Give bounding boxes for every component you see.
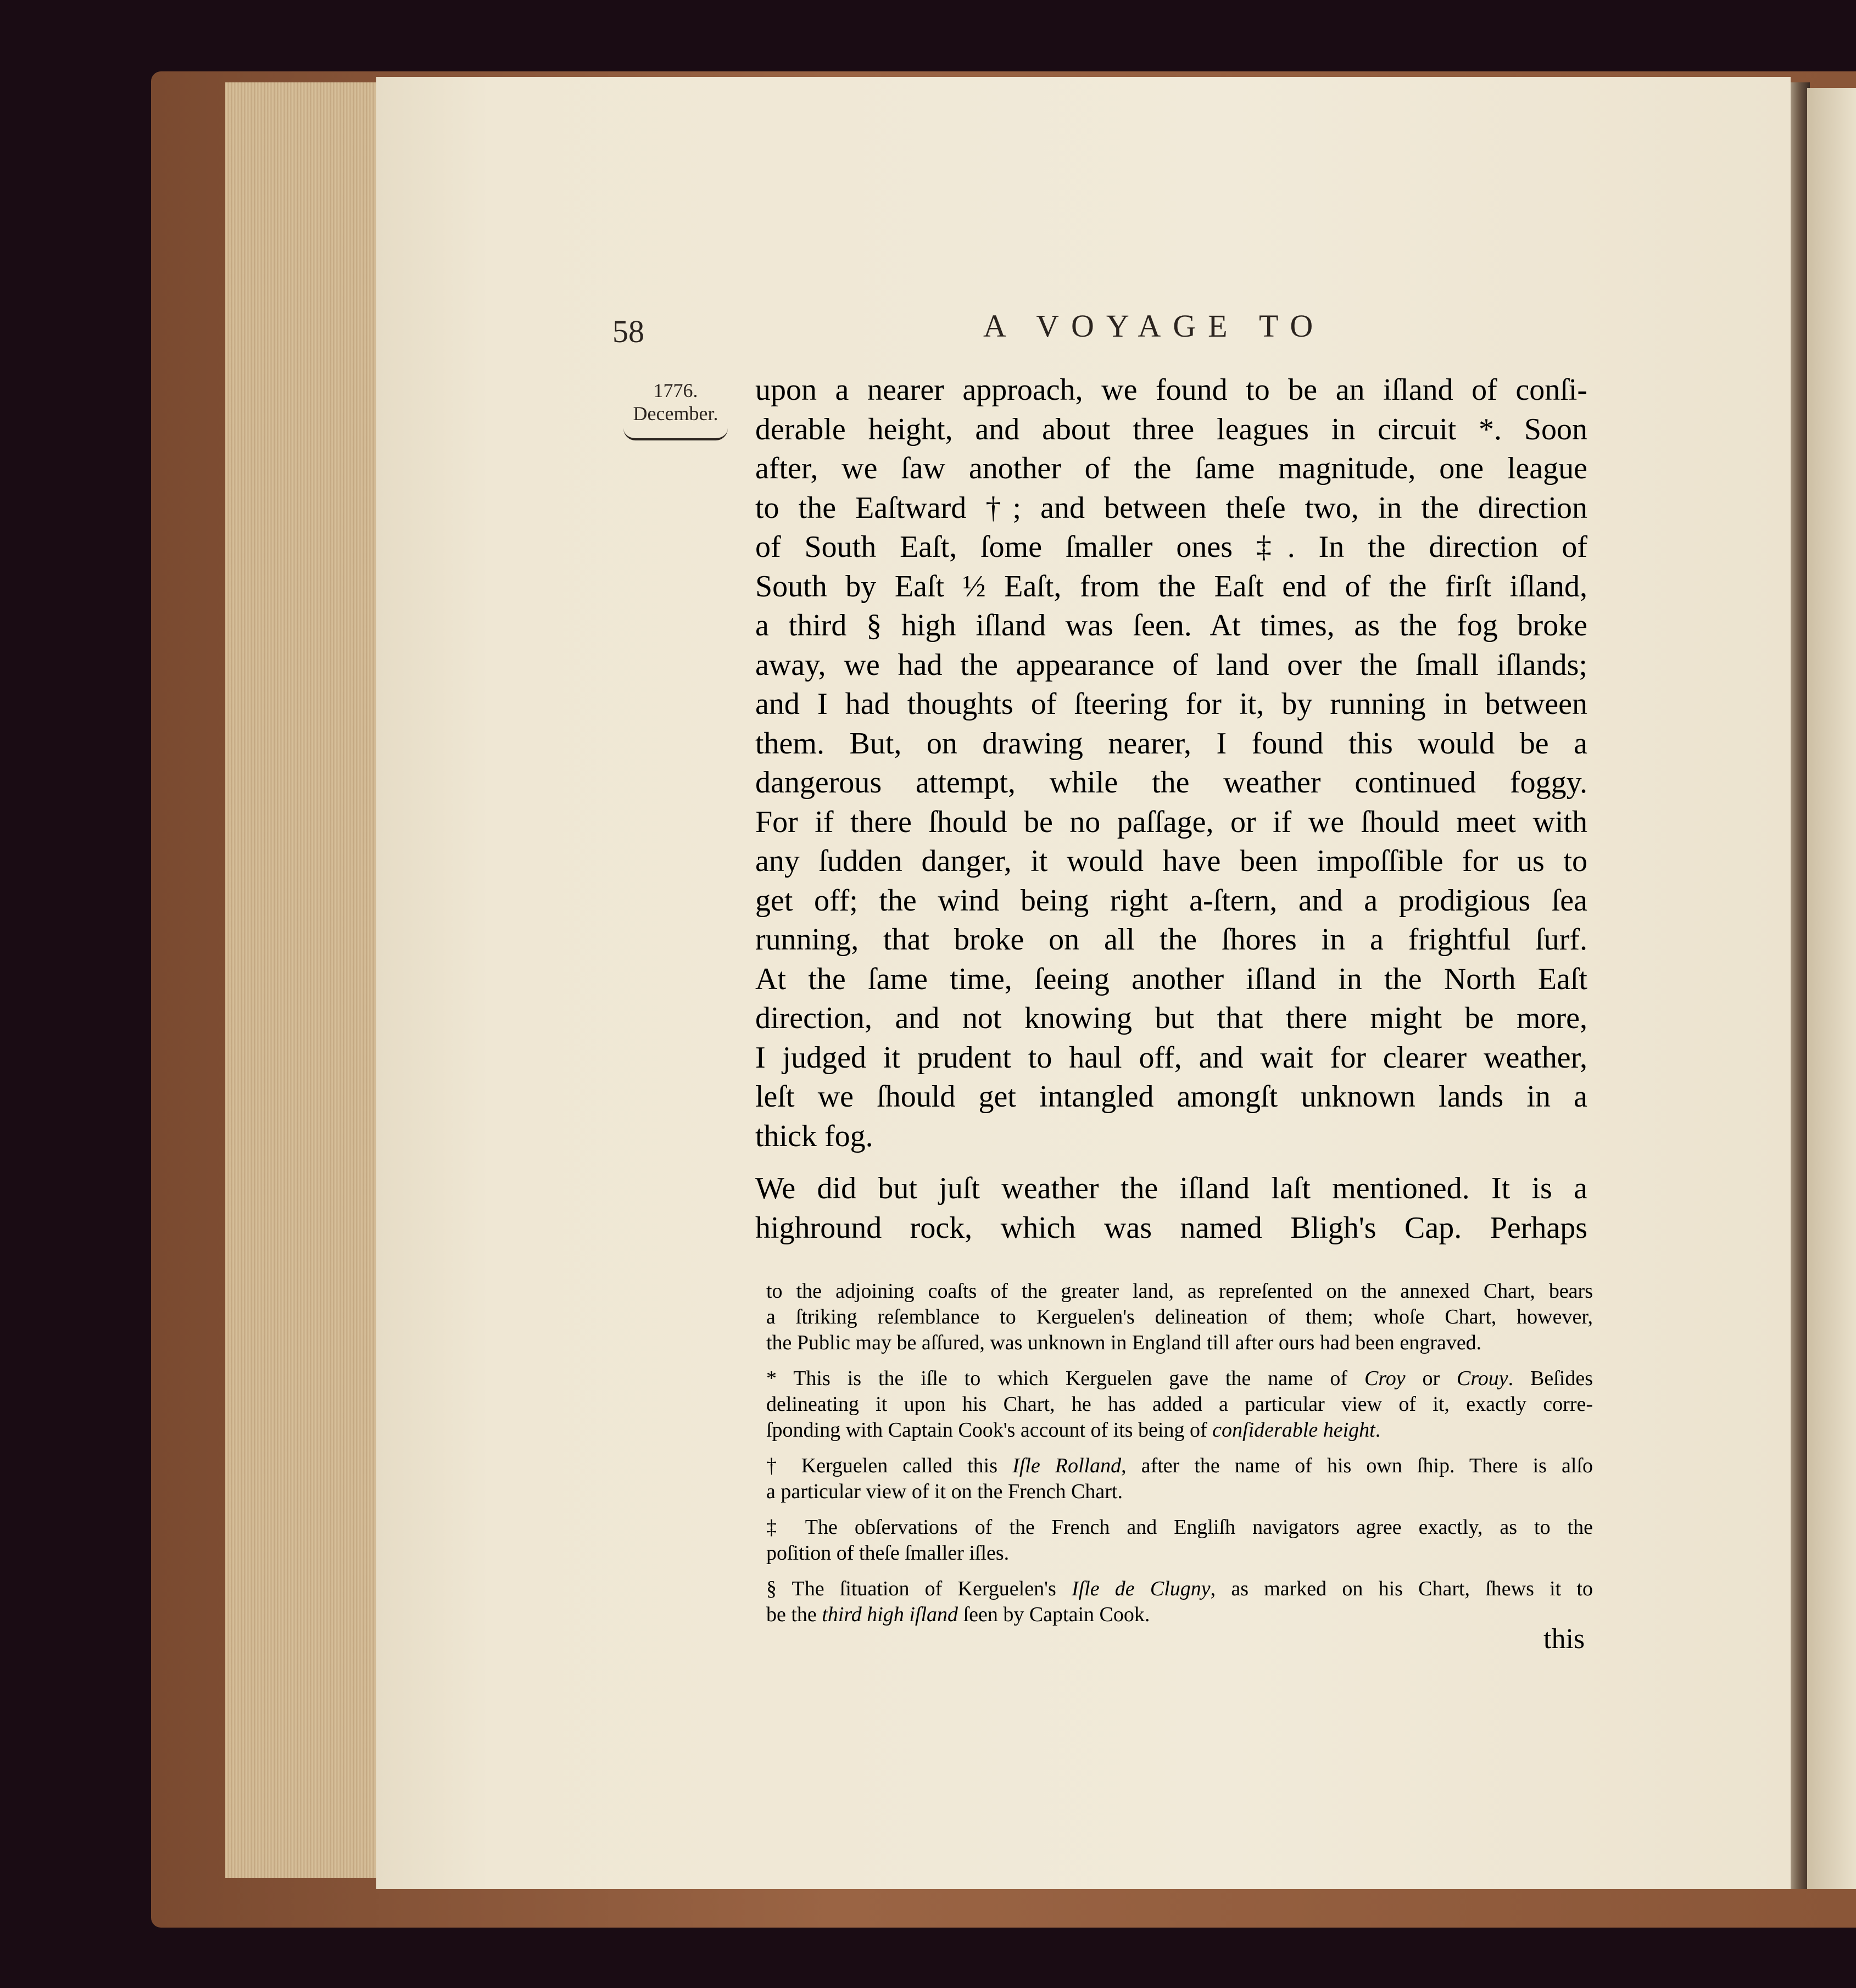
page-edges	[225, 82, 380, 1878]
second-paragraph	[755, 1169, 1587, 1248]
footnote-line: * This is the iſle to which Kerguelen gave the name of Croy or Crouy. Beſides	[766, 1367, 1593, 1390]
text-line: upon a nearer approach, we found to be an iſland of conſi-	[755, 373, 1587, 407]
footnote-line: a ſtriking reſemblance to Kerguelen's delineation of them; whoſe Chart, however,	[766, 1305, 1593, 1328]
footnote-line: the Public may be aſſured, was unknown in England till after ours had been engraved.	[766, 1331, 1482, 1354]
text-line: highround rock, which was named Bligh's Cap. Perhaps	[755, 1211, 1587, 1245]
text-line: At the ſame time, ſeeing another iſland in the North Eaſt	[755, 962, 1587, 996]
text-line: running, that broke on all the ſhores in a frightful ſurf.	[755, 923, 1587, 957]
footnote-section	[766, 1576, 1593, 1628]
text-line: derable height, and about three leagues in circuit *. Soon	[755, 412, 1587, 446]
footnote-continued	[766, 1278, 1593, 1356]
footnote-line: delineating it upon his Chart, he has added a particular view of it, exactly corre-	[766, 1393, 1593, 1416]
text-line: after, we ſaw another of the ſame magnitude, one league	[755, 451, 1587, 485]
footnote-line: † Kerguelen called this Iſle Rolland, after the name of his own ſhip. There is alſo	[766, 1454, 1593, 1477]
footnote-line: to the adjoining coaſts of the greater land, as repreſented on the annexed Chart, bears	[766, 1280, 1593, 1303]
facing-page	[1807, 88, 1856, 1889]
catchword: this	[1543, 1623, 1585, 1655]
running-head: A VOYAGE TO	[983, 308, 1325, 344]
footnote-line: be the third high iſland ſeen by Captain Cook.	[766, 1603, 1150, 1626]
footnote-line: § The ſituation of Kerguelen's Iſle de Clugny, as marked on his Chart, ſhews it to	[766, 1577, 1593, 1600]
footnote-line: a particular view of it on the French Chart.	[766, 1480, 1123, 1503]
margin-brace	[623, 428, 728, 440]
text-line: to the Eaſtward †; and between theſe two, in the direction	[755, 490, 1587, 525]
footnote-double-dagger	[766, 1515, 1593, 1566]
text-line: dangerous attempt, while the weather continued foggy.	[755, 766, 1587, 800]
main-paragraph	[755, 371, 1587, 1156]
footnote-line: poſition of theſe ſmaller iſles.	[766, 1542, 1010, 1565]
text-line: I judged it prudent to haul off, and wait for clearer weather,	[755, 1040, 1587, 1075]
text-line: away, we had the appearance of land over the ſmall iſlands;	[755, 647, 1587, 682]
margin-month: December.	[633, 403, 718, 425]
footnote-star	[766, 1366, 1593, 1443]
margin-year: 1776.	[653, 379, 698, 401]
text-line: of South Eaſt, ſome ſmaller ones ‡. In the direction of	[755, 530, 1587, 564]
text-line: and I had thoughts of ſteering for it, by running in between	[755, 687, 1587, 721]
text-line: We did but juſt weather the iſland laſt mentioned. It is a	[755, 1171, 1587, 1205]
page-number: 58	[612, 314, 644, 349]
text-line: thick fog.	[755, 1119, 873, 1153]
footnote-line: ‡ The obſervations of the French and Engliſh navigators agree exactly, as to the	[766, 1516, 1593, 1539]
footnote-dagger	[766, 1453, 1593, 1505]
text-line: get off; the wind being right a-ſtern, and a prodigious ſea	[755, 883, 1587, 918]
footnotes	[766, 1278, 1593, 1638]
text-line: any ſudden danger, it would have been impoſſible for us to	[755, 844, 1587, 878]
text-line: South by Eaſt ½ Eaſt, from the Eaſt end of the firſt iſland,	[755, 569, 1587, 604]
text-line: them. But, on drawing nearer, I found this would be a	[755, 726, 1587, 761]
margin-date	[615, 379, 736, 440]
text-line: leſt we ſhould get intangled amongſt unknown lands in a	[755, 1080, 1587, 1114]
text-line: direction, and not knowing but that there might be more,	[755, 1001, 1587, 1035]
text-line: a third § high iſland was ſeen. At times, as the fog broke	[755, 608, 1587, 643]
text-line: For if there ſhould be no paſſage, or if we ſhould meet with	[755, 805, 1587, 839]
footnote-line: ſponding with Captain Cook's account of its being of conſiderable height.	[766, 1419, 1381, 1442]
